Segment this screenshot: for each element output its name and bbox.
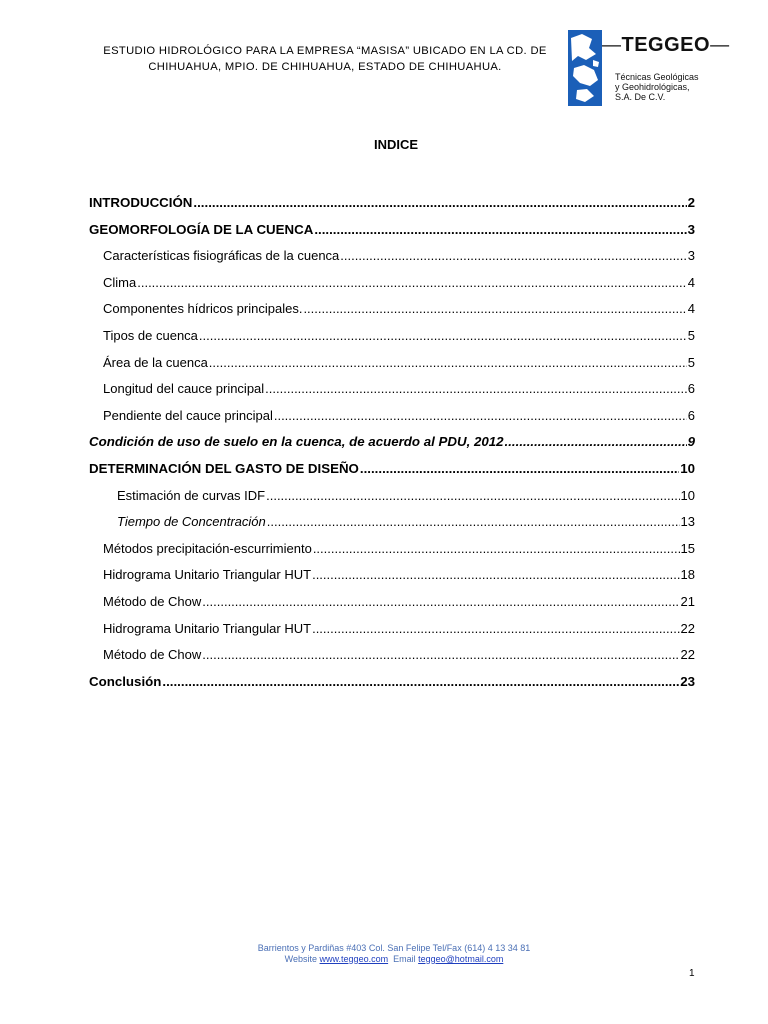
toc-page: 3 (687, 221, 695, 237)
company-logo (568, 30, 730, 106)
toc-label: Características fisiográficas de la cuenca (103, 248, 340, 264)
toc-leader (312, 621, 679, 636)
toc-label: Hidrograma Unitario Triangular HUT (103, 567, 312, 583)
toc-entry[interactable] (89, 355, 695, 382)
toc-page: 2 (687, 195, 695, 210)
toc-page: 6 (687, 381, 695, 397)
toc-entry[interactable] (89, 301, 695, 328)
toc-entry[interactable] (89, 222, 695, 249)
toc-entry[interactable] (89, 674, 695, 701)
toc-page: 21 (680, 593, 695, 609)
document-header (90, 43, 560, 75)
logo-sub-line-1: Técnicas Geológicas (615, 72, 699, 82)
header-line-1: ESTUDIO HIDROLÓGICO PARA LA EMPRESA “MASISA” UBICADO EN LA CD. DE (103, 45, 547, 57)
logo-sub-line-3: S.A. De C.V. (615, 92, 666, 102)
footer-contact (0, 954, 768, 965)
toc-leader (267, 514, 680, 529)
toc-label: Método de Chow (103, 593, 202, 609)
toc-label: Hidrograma Unitario Triangular HUT (103, 620, 312, 636)
toc-page: 4 (687, 274, 695, 290)
toc-label: Condición de uso de suelo en la cuenca, de acuerdo al PDU, 2012 (89, 434, 504, 450)
toc-entry[interactable] (89, 381, 695, 408)
toc-page: 15 (680, 540, 695, 556)
toc-label: Longitud del cauce principal (103, 381, 265, 397)
toc-entry[interactable] (89, 275, 695, 302)
map-emblem-icon (568, 30, 602, 106)
toc-page: 4 (687, 301, 695, 317)
toc-page: 9 (687, 434, 695, 450)
website-link[interactable]: www.teggeo.com (319, 954, 389, 964)
toc-page: 23 (680, 673, 695, 689)
toc-entry[interactable] (89, 594, 695, 621)
toc-label: Área de la cuenca (103, 354, 208, 370)
logo-brand-text: TEGGEO (621, 34, 711, 56)
toc-label: Estimación de curvas IDF (117, 487, 266, 503)
toc-entry[interactable] (89, 488, 695, 515)
toc-label: Métodos precipitación-escurrimiento (103, 540, 312, 556)
toc-entry[interactable] (89, 621, 695, 648)
toc-entry[interactable] (89, 408, 695, 435)
logo-subtitle (615, 72, 699, 102)
toc-label: DETERMINACIÓN DEL GASTO DE DISEÑO (89, 460, 359, 476)
toc-label: INTRODUCCIÓN (89, 195, 193, 210)
toc-leader (303, 301, 686, 316)
toc-entry[interactable] (89, 567, 695, 594)
toc-leader (274, 408, 687, 423)
toc-leader (137, 275, 687, 290)
toc-entry[interactable] (89, 541, 695, 568)
toc-page: 5 (687, 354, 695, 370)
toc-page: 3 (687, 248, 695, 264)
toc-page: 18 (680, 567, 695, 583)
toc-entry[interactable] (89, 647, 695, 674)
logo-brand: —TEGGEO— (602, 34, 730, 56)
toc-leader (505, 434, 687, 449)
toc-label: Conclusión (89, 673, 162, 689)
table-of-contents (89, 195, 695, 700)
toc-leader (209, 355, 687, 370)
footer-address: Barrientos y Pardiñas #403 Col. San Felipe Tel/Fax (614) 4 13 34 81 (257, 943, 531, 953)
toc-leader (313, 541, 680, 556)
toc-leader (202, 594, 679, 609)
toc-entry[interactable] (89, 328, 695, 355)
toc-leader (266, 488, 679, 503)
toc-page: 22 (680, 620, 695, 636)
toc-leader (340, 248, 686, 263)
toc-leader (193, 195, 686, 210)
toc-entry[interactable] (89, 514, 695, 541)
toc-label: GEOMORFOLOGÍA DE LA CUENCA (89, 221, 314, 237)
toc-leader (162, 674, 679, 689)
email-link[interactable]: teggeo@hotmail.com (418, 954, 504, 964)
toc-page: 6 (687, 407, 695, 423)
toc-leader (199, 328, 687, 343)
toc-entry[interactable] (89, 434, 695, 461)
toc-entry[interactable] (89, 461, 695, 488)
toc-leader (312, 567, 679, 582)
document-footer (0, 943, 768, 965)
toc-page: 13 (680, 514, 695, 530)
toc-entry[interactable] (89, 195, 695, 222)
toc-label: Pendiente del cauce principal (103, 407, 273, 423)
page-title: INDICE (373, 137, 419, 152)
toc-leader (360, 461, 679, 476)
toc-label: Método de Chow (103, 647, 202, 663)
toc-page: 10 (680, 460, 695, 476)
toc-page: 22 (680, 647, 695, 663)
toc-label: Tiempo de Concentración (117, 514, 266, 530)
toc-entry[interactable] (89, 248, 695, 275)
toc-page: 10 (680, 487, 695, 503)
toc-label: Componentes hídricos principales. (103, 301, 303, 317)
email-label: Email (393, 954, 416, 964)
toc-leader (265, 381, 687, 396)
toc-page: 5 (687, 327, 695, 343)
page-number: 1 (689, 968, 695, 979)
toc-label: Tipos de cuenca (103, 327, 198, 343)
logo-sub-line-2: y Geohidrológicas, (615, 82, 690, 92)
toc-label: Clima (103, 274, 137, 290)
toc-leader (314, 222, 686, 237)
header-line-2: CHIHUAHUA, MPIO. DE CHIHUAHUA, ESTADO DE CHIHUAHUA. (148, 61, 502, 73)
website-label: Website (284, 954, 318, 964)
toc-leader (202, 647, 679, 662)
